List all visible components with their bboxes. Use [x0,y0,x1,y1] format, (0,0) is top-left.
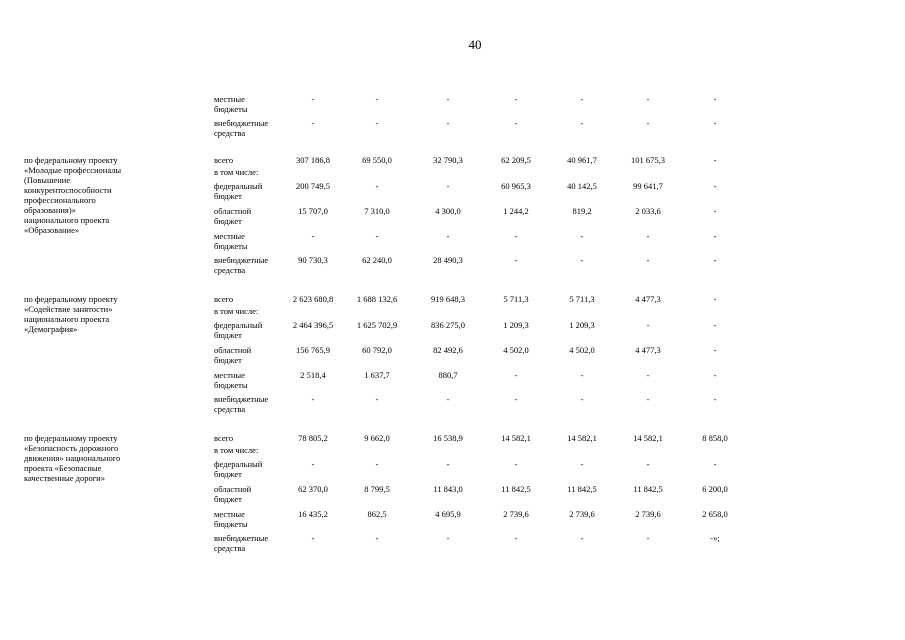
funding-source-label: местные бюджеты [214,509,248,529]
funding-source-label: в том числе: [214,445,259,455]
funding-source-label: в том числе: [214,306,259,316]
table-row [0,231,905,253]
value-cell: 4 300,0 [435,206,461,216]
value-cell: - [375,459,379,469]
value-cell: - [375,394,379,404]
value-cell: - [514,394,518,404]
value-cell: - [580,459,584,469]
value-cell: 62 209,5 [501,155,531,165]
table-row [0,206,905,228]
value-cell: 4 477,3 [635,294,661,304]
value-cell: - [646,370,650,380]
value-cell: - [446,231,450,241]
value-cell: 28 490,3 [433,255,463,265]
value-cell: - [713,255,717,265]
value-cell: - [713,206,717,216]
project-name: по федеральному проекту «Молодые профессионалы (Повышение конкурентоспособности профессионального образования)» национального проекта «Образование» [24,155,122,235]
table-row [0,345,905,367]
value-cell: 4 502,0 [503,345,529,355]
value-cell: 200 749,5 [296,181,330,191]
value-cell: - [375,94,379,104]
value-cell: 2 658,0 [702,509,728,519]
value-cell: 862,5 [367,509,387,519]
value-cell: - [375,181,379,191]
funding-source-label: внебюджетные средства [214,394,269,414]
value-cell: 11 842,5 [501,484,531,494]
value-cell: - [713,345,717,355]
value-cell: 4 695,9 [435,509,461,519]
project-name: по федеральному проекту «Содействие занятости» национального проекта «Демография» [24,294,118,334]
value-cell: 4 477,3 [635,345,661,355]
value-cell: - [514,533,518,543]
value-cell: 99 641,7 [633,181,663,191]
value-cell: - [580,255,584,265]
table-row [0,394,905,416]
value-cell: - [646,533,650,543]
value-cell: 60 965,3 [501,181,531,191]
value-cell: - [446,394,450,404]
value-cell: 14 582,1 [501,433,531,443]
funding-source-label: в том числе: [214,167,259,177]
value-cell: 5 711,3 [503,294,529,304]
value-cell: 62 370,0 [298,484,328,494]
funding-source-label: федеральный бюджет [214,181,263,201]
value-cell: 156 765,9 [296,345,330,355]
value-cell: 1 688 132,6 [356,294,398,304]
value-cell: - [646,394,650,404]
value-cell: - [713,231,717,241]
value-cell: 2 739,6 [503,509,529,519]
funding-source-label: всего [214,433,234,443]
value-cell: - [514,370,518,380]
value-cell: - [580,231,584,241]
value-cell: 919 648,3 [431,294,465,304]
funding-source-label: областной бюджет [214,484,252,504]
value-cell: - [514,94,518,104]
value-cell: - [311,459,315,469]
value-cell: - [446,94,450,104]
value-cell: - [646,255,650,265]
value-cell: - [514,255,518,265]
value-cell: - [446,181,450,191]
value-cell: 819,2 [572,206,592,216]
value-cell: - [446,459,450,469]
value-cell: - [713,459,717,469]
value-cell: - [311,533,315,543]
value-cell: 40 961,7 [567,155,597,165]
value-cell: 2 033,6 [635,206,661,216]
value-cell: 2 464 396,5 [292,320,334,330]
value-cell: 1 244,2 [503,206,529,216]
value-cell: 8 799,5 [364,484,390,494]
funding-source-label: местные бюджеты [214,231,248,251]
value-cell: 2 518,4 [300,370,326,380]
project-name: по федеральному проекту «Безопасность дорожного движения» национального проекта «Безопасные качественные дороги» [24,433,121,483]
value-cell: 1 209,3 [569,320,595,330]
page-number: 40 [468,37,482,52]
value-cell: 1 625 702,9 [356,320,398,330]
value-cell: - [580,394,584,404]
value-cell: - [580,370,584,380]
value-cell: 16 538,9 [433,433,463,443]
table-row [0,533,905,555]
value-cell: 78 805,2 [298,433,328,443]
value-cell: - [311,118,315,128]
table-row [0,118,905,140]
funding-source-label: областной бюджет [214,206,252,226]
value-cell: 101 675,3 [631,155,665,165]
table-row [0,484,905,506]
value-cell: - [646,118,650,128]
table-row [0,459,905,481]
value-cell: 60 792,0 [362,345,392,355]
value-cell: - [646,94,650,104]
funding-source-label: областной бюджет [214,345,252,365]
funding-source-label: всего [214,155,234,165]
value-cell: - [514,231,518,241]
value-cell: - [713,181,717,191]
value-cell: - [375,118,379,128]
funding-source-label: федеральный бюджет [214,320,263,340]
value-cell: 2 623 680,8 [292,294,334,304]
value-cell: - [580,118,584,128]
funding-source-label: внебюджетные средства [214,533,269,553]
value-cell: - [311,94,315,104]
value-cell: 6 200,0 [702,484,728,494]
table-row [0,509,905,531]
funding-source-label: местные бюджеты [214,94,248,114]
funding-source-label: всего [214,294,234,304]
value-cell: 62 240,0 [362,255,392,265]
value-cell: 880,7 [438,370,458,380]
value-cell: - [713,94,717,104]
value-cell: 9 662,0 [364,433,390,443]
value-cell: - [646,459,650,469]
table-row [0,94,905,116]
value-cell: - [646,231,650,241]
value-cell: - [713,118,717,128]
value-cell: 1 209,3 [503,320,529,330]
value-cell: 82 492,6 [433,345,463,355]
value-cell: - [375,231,379,241]
value-cell: 90 730,3 [298,255,328,265]
value-cell: 40 142,5 [567,181,597,191]
value-cell: 15 707,0 [298,206,328,216]
value-cell: - [514,459,518,469]
value-cell: 7 310,0 [364,206,390,216]
value-cell: - [446,118,450,128]
value-cell: - [580,533,584,543]
value-cell: - [646,320,650,330]
funding-source-label: местные бюджеты [214,370,248,390]
value-cell: 1 637,7 [364,370,390,380]
value-cell: 2 739,6 [569,509,595,519]
value-cell: - [713,155,717,165]
value-cell: - [713,294,717,304]
value-cell: - [713,370,717,380]
value-cell: - [311,231,315,241]
value-cell: 4 502,0 [569,345,595,355]
value-cell: 11 843,0 [433,484,463,494]
value-cell: 69 550,0 [362,155,392,165]
value-cell: - [514,118,518,128]
value-cell: 16 435,2 [298,509,328,519]
funding-source-label: федеральный бюджет [214,459,263,479]
value-cell: 32 790,3 [433,155,463,165]
value-cell: -»; [710,533,720,543]
funding-source-label: внебюджетные средства [214,118,269,138]
value-cell: 2 739,6 [635,509,661,519]
value-cell: 11 842,5 [633,484,663,494]
value-cell: 8 858,0 [702,433,728,443]
value-cell: - [375,533,379,543]
value-cell: - [713,320,717,330]
value-cell: 307 186,8 [296,155,330,165]
table-row [0,255,905,277]
value-cell: - [580,94,584,104]
funding-source-label: внебюджетные средства [214,255,269,275]
table-row [0,320,905,342]
value-cell: 5 711,3 [569,294,595,304]
value-cell: 14 582,1 [567,433,597,443]
table-row [0,181,905,203]
value-cell: - [311,394,315,404]
value-cell: 11 842,5 [567,484,597,494]
value-cell: - [446,533,450,543]
value-cell: 836 275,0 [431,320,465,330]
table-row [0,370,905,392]
value-cell: 14 582,1 [633,433,663,443]
value-cell: - [713,394,717,404]
